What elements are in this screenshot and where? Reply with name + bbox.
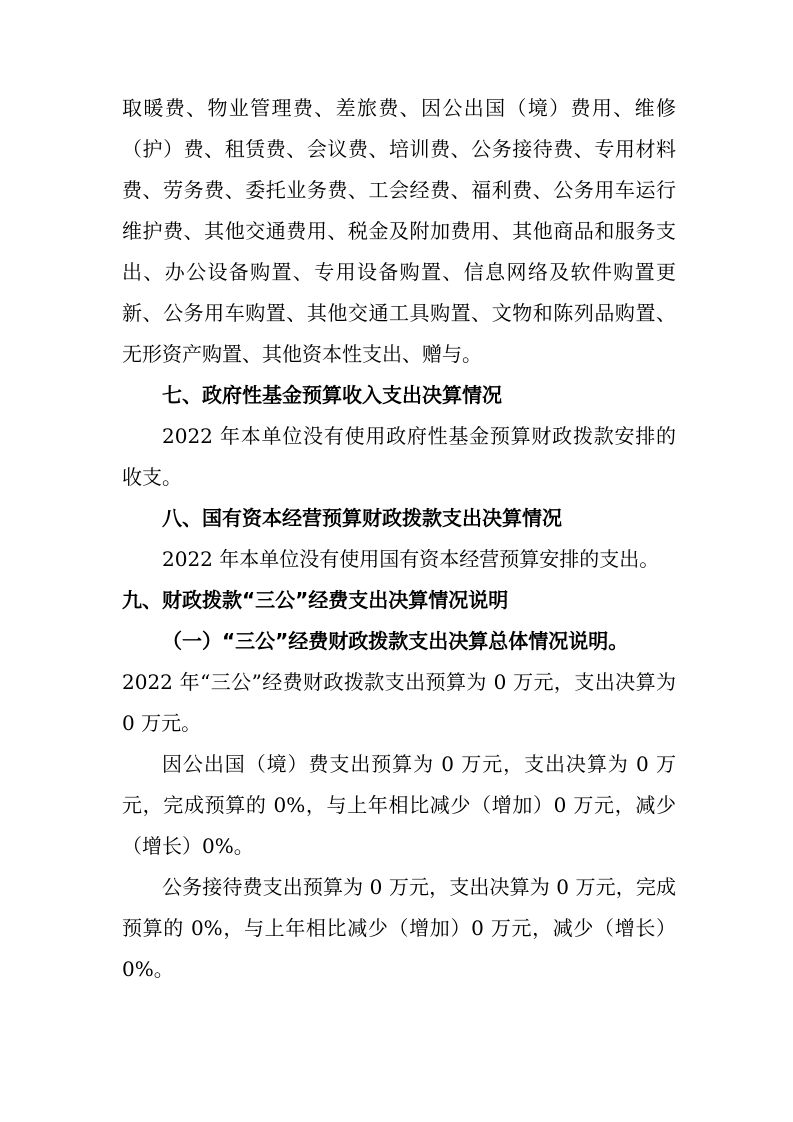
section-9-heading: 九、财政拨款“三公”经费支出决算情况说明: [122, 588, 509, 612]
document-page: [122, 88, 676, 990]
section-9-paragraph-reception: 公务接待费支出预算为 0 万元，支出决算为 0 万元，完成预算的 0%，与上年相比减少（增加）0 万元，减少（增长）0%。: [122, 875, 676, 981]
section-9-paragraph-overseas: 因公出国（境）费支出预算为 0 万元，支出决算为 0 万元，完成预算的 0%，与上年相比减少（增加）0 万元，减少（增长）0%。: [122, 752, 676, 858]
section-9-paragraph-total: 2022 年“三公”经费财政拨款支出预算为 0 万元，支出决算为 0 万元。: [122, 670, 676, 735]
section-8-paragraph: 2022 年本单位没有使用国有资本经营预算安排的支出。: [162, 547, 660, 571]
section-7-heading: 七、政府性基金预算收入支出决算情况: [162, 383, 502, 407]
section-7-paragraph: 2022 年本单位没有使用政府性基金预算财政拨款安排的收支。: [122, 424, 676, 489]
expense-list-paragraph: 取暖费、物业管理费、差旅费、因公出国（境）费用、维修（护）费、租赁费、会议费、培训费、公务接待费、专用材料费、劳务费、委托业务费、工会经费、福利费、公务用车运行维护费、其他交通费用、税金及附加费用、其他商品和服务支出、办公设备购置、专用设备购置、信息网络及软件购置更新、公务用车购置、其他交通工具购置、文物和陈列品购置、无形资产购置、其他资本性支出、赠与。: [122, 96, 676, 366]
section-8-heading: 八、国有资本经营预算财政拨款支出决算情况: [162, 506, 562, 530]
section-9-subheading-1: （一）“三公”经费财政拨款支出决算总体情况说明。: [162, 629, 629, 653]
